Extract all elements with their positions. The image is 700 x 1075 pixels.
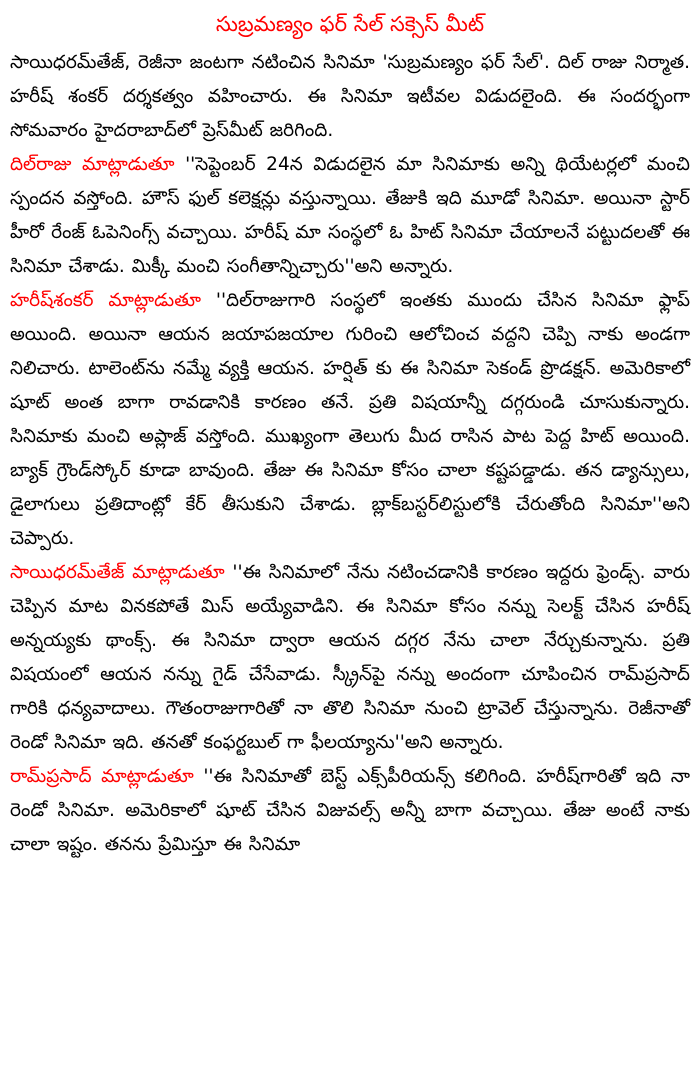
quote-paragraph-dil-raju bbox=[10, 148, 690, 284]
intro-paragraph: సాయిధరమ్‌తేజ్, రెజీనా జంటగా నటించిన సినిమా 'సుబ్రమణ్యం ఫర్ సేల్'. దిల్ రాజు నిర్మాత. హరీష్ శంకర్ దర్శకత్వం వహించారు. ఈ సినిమా ఇటీవల విడుదలైంది. ఈ సందర్భంగా సోమవారం హైదరాబాద్‌లో ప్రెస్‌మీట్ జరిగింది. bbox=[10, 52, 690, 141]
speaker-ram-prasad: రామ్‌ప్రసాద్ మాట్లాడుతూ bbox=[10, 766, 194, 787]
quote-paragraph-sai-dharam-tej bbox=[10, 556, 690, 760]
quote-text-harish-shankar: ''దిల్‌రాజుగారి సంస్థలో ఇంతకు ముందు చేసిన సినిమా ఫ్లాప్ అయింది. అయినా ఆయన జయాపజయాల గురించి ఆలోచించ వద్దని చెప్పి నాకు అండగా నిలిచారు. టాలెంట్‌ను నమ్మే వ్యక్తి ఆయన. హర్షిత్ కు ఈ సినిమా సెకండ్ ప్రొడక్షన్. అమెరికాలో షూట్ అంత బాగా రావడానికి కారణం తనే. ప్రతి విషయాన్నీ దగ్గరుండి చూసుకున్నారు. సినిమాకు మంచి అప్లాజ్ వస్తోంది. ముఖ్యంగా తెలుగు మీద రాసిన పాట పెద్ద హిట్ అయింది. బ్యాక్ గ్రౌండ్‌స్కోర్ కూడా బావుంది. తేజు ఈ సినిమా కోసం చాలా కష్టపడ్డాడు. తన డ్యాన్సులు, డైలాగులు ప్రతిదాంట్లో కేర్ తీసుకుని చేశాడు. బ్లాక్‌బస్టర్‌లిస్టులోకి చేరుతోంది సినిమా''అని చెప్పారు. bbox=[10, 290, 690, 549]
speaker-harish-shankar: హరీష్‌శంకర్ మాట్లాడుతూ bbox=[10, 290, 201, 311]
quote-text-sai-dharam-tej: ''ఈ సినిమాలో నేను నటించడానికి కారణం ఇద్దరు ఫ్రెండ్స్. వారు చెప్పిన మాట వినకపోతే మిస్ అయ్యేవాడిని. ఈ సినిమా కోసం నన్ను సెలక్ట్ చేసిన హరీష్ అన్నయ్యకు థాంక్స్. ఈ సినిమా ద్వారా ఆయన దగ్గర నేను చాలా నేర్చుకున్నాను. ప్రతి విషయంలో ఆయన నన్ను గైడ్ చేసేవాడు. స్క్రీన్‌పై నన్ను అందంగా చూపించిన రామ్‌ప్రసాద్ గారికి ధన్యవాదాలు. గౌతంరాజుగారితో నా తొలి సినిమా నుంచి ట్రావెల్ చేస్తున్నాను. రెజీనాతో రెండో సినిమా ఇది. తనతో కంఫర్టబుల్ గా ఫీలయ్యాను''అని అన్నారు. bbox=[10, 562, 691, 753]
quote-text-ram-prasad: ''ఈ సినిమాతో బెస్ట్ ఎక్స్‌పీరియన్స్ కలిగింది. హరీష్‌గారితో ఇది నా రెండో సినిమా. అమెరికాలో షూట్ చేసిన విజువల్స్ అన్నీ బాగా వచ్చాయి. తేజు అంటే నాకు చాలా ఇష్టం. తనను ప్రేమిస్తూ ఈ సినిమా bbox=[10, 766, 690, 855]
speaker-dil-raju: దిల్‌రాజు మాట్లాడుతూ bbox=[10, 154, 175, 175]
article-title: సుబ్రమణ్యం ఫర్ సేల్ సక్సెస్ మీట్ bbox=[215, 12, 485, 36]
quote-paragraph-ram-prasad bbox=[10, 760, 690, 862]
quote-text-dil-raju: ''సెప్టెంబర్ 24న విడుదలైన మా సినిమాకు అన్ని థియేటర్లలో మంచి స్పందన వస్తోంది. హౌస్ ఫుల్ కలెక్షన్లు వస్తున్నాయి. తేజుకి ఇది మూడో సినిమా. అయినా స్టార్ హీరో రేంజ్ ఓపెనింగ్స్ వచ్చాయి. హరీష్ మా సంస్థలో ఓ హిట్ సినిమా చేయాలనే పట్టుదలతో ఈ సినిమా చేశాడు. మిక్కీ మంచి సంగీతాన్నిచ్చారు''అని అన్నారు. bbox=[10, 154, 690, 277]
speaker-sai-dharam-tej: సాయిధరమ్‌తేజ్ మాట్లాడుతూ bbox=[10, 562, 225, 583]
quote-paragraph-harish-shankar bbox=[10, 284, 690, 556]
